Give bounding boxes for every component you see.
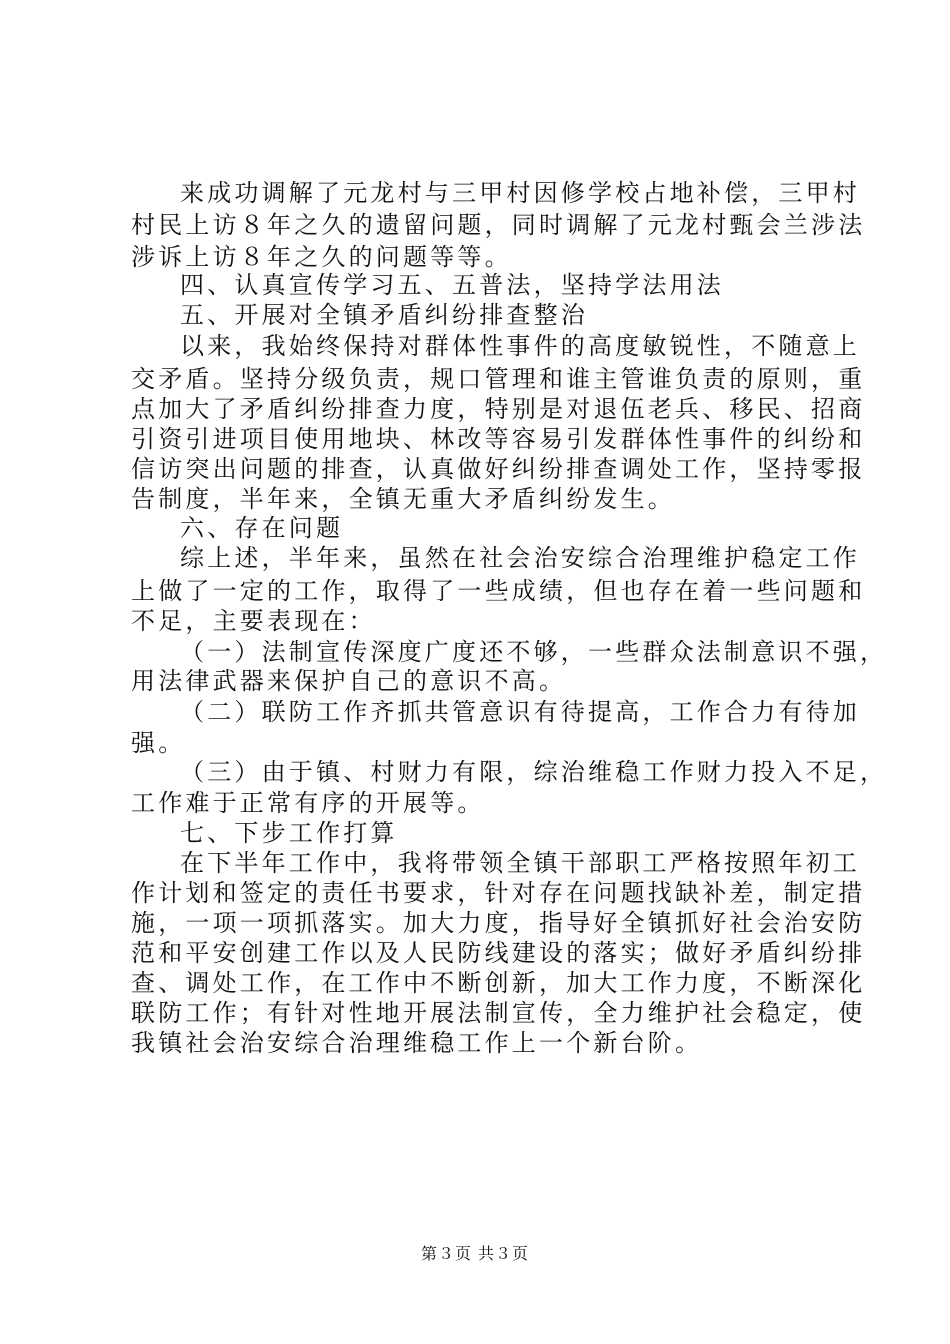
section-heading: 六、存在问题 [180,514,344,542]
paragraph-line: （三）由于镇、村财力有限，综治维稳工作财力投入不足， [180,758,888,786]
paragraph-line: 交矛盾。坚持分级负责，规口管理和谁主管谁负责的原则，重 [131,365,866,393]
paragraph-line: 来成功调解了元龙村与三甲村因修学校占地补偿，三甲村 [180,179,860,207]
paragraph-line: 上做了一定的工作，取得了一些成绩，但也存在着一些问题和 [131,577,866,605]
paragraph-line: 综上述，半年来，虽然在社会治安综合治理维护稳定工作 [180,544,860,572]
paragraph-line: 工作难于正常有序的开展等。 [131,789,485,817]
paragraph-line: 信访突出问题的排查，认真做好纠纷排查调处工作，坚持零报 [131,455,866,483]
paragraph-line: 告制度，半年来，全镇无重大矛盾纠纷发生。 [131,485,675,513]
paragraph-line: 强。 [131,729,186,757]
section-heading: 七、下步工作打算 [180,819,398,847]
paragraph-line: 查、调处工作，在工作中不断创新，加大工作力度，不断深化 [131,969,866,997]
paragraph-line: 涉诉上访８年之久的问题等等。 [131,243,512,271]
paragraph-line: 在下半年工作中，我将带领全镇干部职工严格按照年初工 [180,849,860,877]
paragraph-line: 作计划和签定的责任书要求，针对存在问题找缺补差，制定措 [131,879,866,907]
paragraph-line: 不足，主要表现在： [131,607,376,635]
paragraph-line: 以来，我始终保持对群体性事件的高度敏锐性，不随意上 [180,332,860,360]
page-number-footer: 第３页 共３页 [420,1244,530,1263]
paragraph-line: 点加大了矛盾纠纷排查力度，特别是对退伍老兵、移民、招商 [131,395,866,423]
paragraph-line: 联防工作；有针对性地开展法制宣传，全力维护社会稳定，使 [131,999,866,1027]
paragraph-line: 施，一项一项抓落实。加大力度，指导好全镇抓好社会治安防 [131,909,866,937]
section-heading: 四、认真宣传学习五、五普法，坚持学法用法 [180,271,724,299]
paragraph-line: 村民上访８年之久的遗留问题，同时调解了元龙村甄会兰涉法 [131,211,866,239]
section-heading: 五、开展对全镇矛盾纠纷排查整治 [180,301,588,329]
paragraph-line: （一）法制宣传深度广度还不够，一些群众法制意识不强， [180,638,888,666]
paragraph-line: 用法律武器来保护自己的意识不高。 [131,667,567,695]
paragraph-line: 我镇社会治安综合治理维稳工作上一个新台阶。 [131,1029,703,1057]
paragraph-line: （二）联防工作齐抓共管意识有待提高，工作合力有待加 [180,698,860,726]
paragraph-line: 引资引进项目使用地块、林改等容易引发群体性事件的纠纷和 [131,425,866,453]
paragraph-line: 范和平安创建工作以及人民防线建设的落实；做好矛盾纠纷排 [131,939,866,967]
